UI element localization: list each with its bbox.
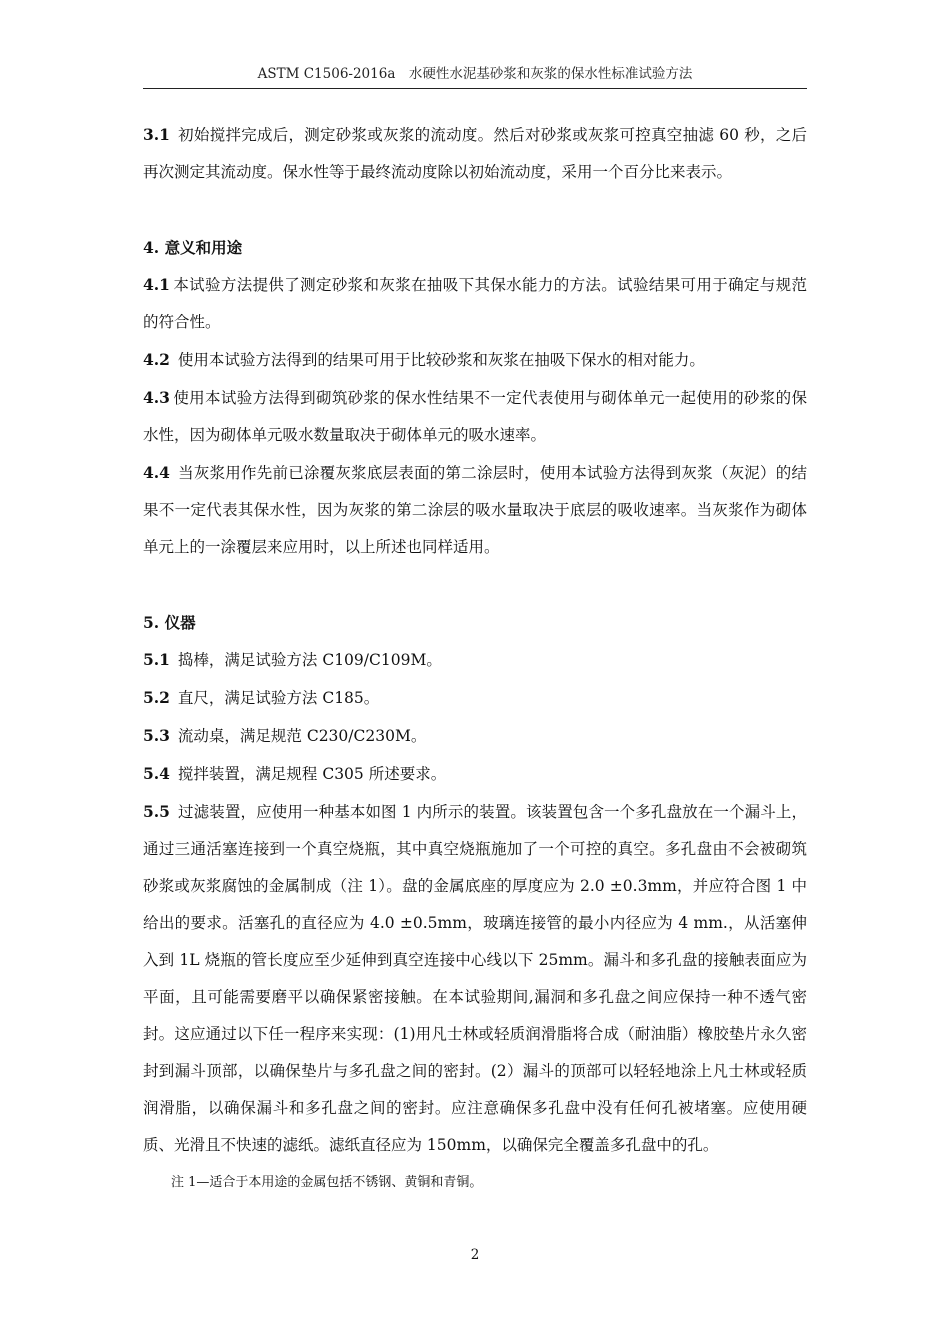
paragraph-4-3 [143, 379, 807, 454]
clause-number: 4.3 [143, 388, 170, 407]
document-body [143, 116, 807, 1194]
clause-number: 4.2 [143, 350, 170, 369]
clause-number: 5.4 [143, 764, 170, 783]
section-5-heading: 5. 仪器 [143, 613, 196, 632]
clause-text: 本试验方法提供了测定砂浆和灰浆在抽吸下其保水能力的方法。试验结果可用于确定与规范的符合性。 [143, 276, 807, 331]
paragraph-4-4 [143, 454, 807, 566]
section-4-heading: 4. 意义和用途 [143, 238, 243, 257]
paragraph-5-4 [143, 755, 807, 793]
clause-text: 过滤装置，应使用一种基本如图 1 内所示的装置。该装置包含一个多孔盘放在一个漏斗上，通过三通活塞连接到一个真空烧瓶，其中真空烧瓶施加了一个可控的真空。多孔盘由不会被砌筑砂浆或灰浆腐蚀的金属制成（注 1）。盘的金属底座的厚度应为 2.0 ±0.3mm，并应符合图 1 中给出的要求。活塞孔的直径应为 4.0 ±0.5mm，玻璃连接管的最小内径应为 4 mm.，从活塞伸入到 1L 烧瓶的管长度应至少延伸到真空连接中心线以下 25mm。漏斗和多孔盘的接触表面应为平面，且可能需要磨平以确保紧密接触。在本试验期间,漏洞和多孔盘之间应保持一种不透气密封。这应通过以下任一程序来实现：(1)用凡士林或轻质润滑脂将合成（耐油脂）橡胶垫片永久密封到漏斗顶部，以确保垫片与多孔盘之间的密封。(2）漏斗的顶部可以轻轻地涂上凡士林或轻质润滑脂，以确保漏斗和多孔盘之间的密封。应注意确保多孔盘中没有任何孔被堵塞。应使用硬质、光滑且不快速的滤纸。滤纸直径应为 150mm，以确保完全覆盖多孔盘中的孔。 [143, 803, 807, 1154]
clause-text: 直尺，满足试验方法 C185。 [177, 689, 380, 707]
clause-text: 使用本试验方法得到砌筑砂浆的保水性结果不一定代表使用与砌体单元一起使用的砂浆的保水性，因为砌体单元吸水数量取决于砌体单元的吸水速率。 [143, 389, 807, 444]
paragraph-5-3 [143, 717, 807, 755]
paragraph-4-2 [143, 341, 807, 379]
clause-number: 5.3 [143, 726, 170, 745]
page-number: 2 [470, 1247, 480, 1263]
clause-number: 3.1 [143, 125, 170, 144]
clause-text: 流动桌，满足规范 C230/C230M。 [177, 727, 427, 745]
clause-number: 5.1 [143, 650, 170, 669]
paragraph-4-1 [143, 266, 807, 341]
running-header [143, 64, 807, 89]
clause-number: 5.2 [143, 688, 170, 707]
header-title: ASTM C1506-2016a 水硬性水泥基砂浆和灰浆的保水性标准试验方法 [257, 66, 693, 82]
clause-text: 使用本试验方法得到的结果可用于比较砂浆和灰浆在抽吸下保水的相对能力。 [177, 351, 705, 369]
spacer [143, 566, 807, 604]
clause-number: 4.4 [143, 463, 170, 482]
clause-text: 捣棒，满足试验方法 C109/C109M。 [177, 651, 442, 669]
spacer [143, 191, 807, 229]
clause-text: 初始搅拌完成后，测定砂浆或灰浆的流动度。然后对砂浆或灰浆可控真空抽滤 60 秒，之后再次测定其流动度。保水性等于最终流动度除以初始流动度，采用一个百分比来表示。 [143, 126, 807, 181]
paragraph-5-5 [143, 793, 807, 1164]
paragraph-3-1 [143, 116, 807, 191]
clause-text: 搅拌装置，满足规程 C305 所述要求。 [177, 765, 447, 783]
note-1: 注 1—适合于本用途的金属包括不锈钢、黄铜和青铜。 [171, 1175, 483, 1190]
clause-number: 4.1 [143, 275, 170, 294]
clause-text: 当灰浆用作先前已涂覆灰浆底层表面的第二涂层时，使用本试验方法得到灰浆（灰泥）的结果不一定代表其保水性，因为灰浆的第二涂层的吸水量取决于底层的吸收速率。当灰浆作为砌体单元上的一涂覆层来应用时，以上所述也同样适用。 [143, 464, 807, 556]
paragraph-5-2 [143, 679, 807, 717]
clause-number: 5.5 [143, 802, 170, 821]
paragraph-5-1 [143, 641, 807, 679]
